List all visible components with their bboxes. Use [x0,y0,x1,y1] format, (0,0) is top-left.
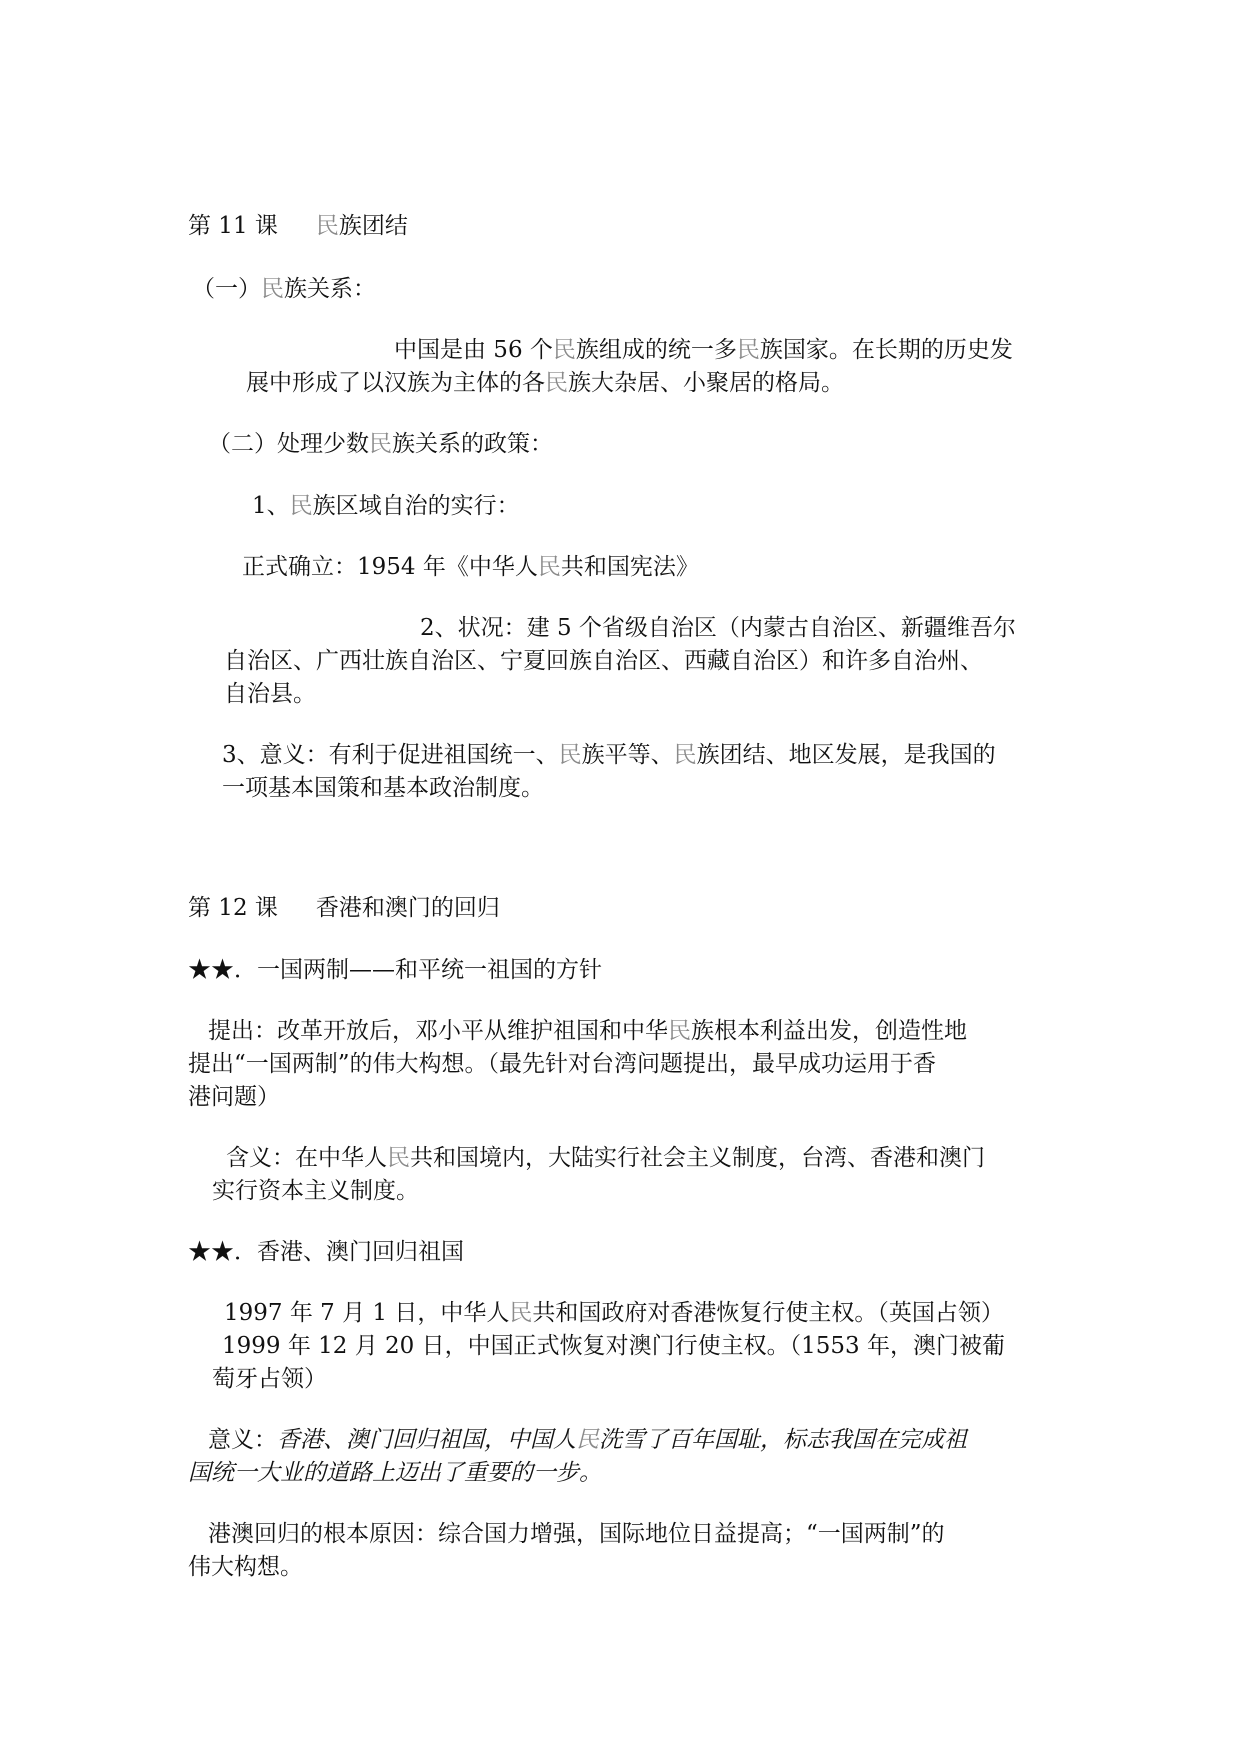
heading-hk-macao-return: ★★．香港、澳门回归祖国 [188,1239,464,1265]
meaning-line2: 实行资本主义制度。 [212,1178,419,1204]
highlight-char: 民 [736,337,760,363]
highlight-char: 民 [261,276,284,302]
highlight-char: 民 [315,213,339,239]
item3-line1: 3、意义：有利于促进祖国统一、民族平等、民族团结、地区发展，是我国的 [222,742,996,768]
highlight-char: 民 [537,554,561,580]
section2-heading: （二）处理少数民族关系的政策： [208,431,553,457]
proposal-line2: 提出“一国两制”的伟大构想。（最先针对台湾问题提出，最早成功运用于香 [188,1051,937,1077]
macao-return-line1: 1999 年 12 月 20 日，中国正式恢复对澳门行使主权。（1553 年，澳门被葡 [222,1333,1005,1359]
item2-line2: 自治区、广西壮族自治区、宁夏回族自治区、西藏自治区）和许多自治州、 [224,648,983,674]
section1-heading: （一）民族关系： [192,276,376,302]
item2-line3: 自治县。 [224,681,316,707]
item2-line1: 2、状况：建 5 个省级自治区（内蒙古自治区、新疆维吾尔 [420,615,1016,641]
proposal-line1: 提出：改革开放后，邓小平从维护祖国和中华民族根本利益出发，创造性地 [208,1018,967,1044]
lesson11-number: 第 11 课 [188,213,278,239]
highlight-char: 民 [387,1145,410,1171]
lesson12-title [188,893,500,923]
lesson12-number: 第 12 课 [188,895,278,921]
highlight-char: 民 [552,337,576,363]
highlight-char: 民 [668,1018,691,1044]
proposal-line3: 港问题） [188,1084,280,1110]
significance-line1: 意义：香港、澳门回归祖国，中国人民洗雪了百年国耻，标志我国在完成祖 [208,1427,967,1453]
reason-line1: 港澳回归的根本原因：综合国力增强，国际地位日益提高；“一国两制”的 [208,1521,945,1547]
highlight-char: 民 [558,742,582,768]
significance-line2: 国统一大业的道路上迈出了重要的一步。 [188,1460,602,1486]
highlight-char: 民 [369,431,392,457]
lesson11-title [188,211,408,241]
item3-line2: 一项基本国策和基本政治制度。 [222,775,544,801]
highlight-char: 民 [509,1300,533,1326]
item1-heading: 1、民族区域自治的实行： [252,493,520,519]
reason-line2: 伟大构想。 [188,1554,303,1580]
lesson12-name: 香港和澳门的回归 [315,895,500,921]
hk-return-line: 1997 年 7 月 1 日，中华人民共和国政府对香港恢复行使主权。（英国占领） [224,1300,1004,1326]
lesson11-name: 族团结 [338,213,408,239]
item1-established: 正式确立：1954 年《中华人民共和国宪法》 [242,554,699,580]
highlight-char: 民 [576,1427,599,1453]
highlight-char: 民 [545,370,568,396]
highlight-char: 民 [673,742,697,768]
macao-return-line2: 萄牙占领） [212,1366,327,1392]
highlight-char: 民 [289,493,313,519]
heading-one-country-two-systems: ★★．一国两制——和平统一祖国的方针 [188,957,602,983]
section1-paragraph-line1: 中国是由 56 个民族组成的统一多民族国家。在长期的历史发 [394,337,1013,363]
section1-paragraph-line2: 展中形成了以汉族为主体的各民族大杂居、小聚居的格局。 [246,370,844,396]
meaning-line1: 含义：在中华人民共和国境内，大陆实行社会主义制度，台湾、香港和澳门 [226,1145,985,1171]
significance-label: 意义： [208,1427,277,1453]
